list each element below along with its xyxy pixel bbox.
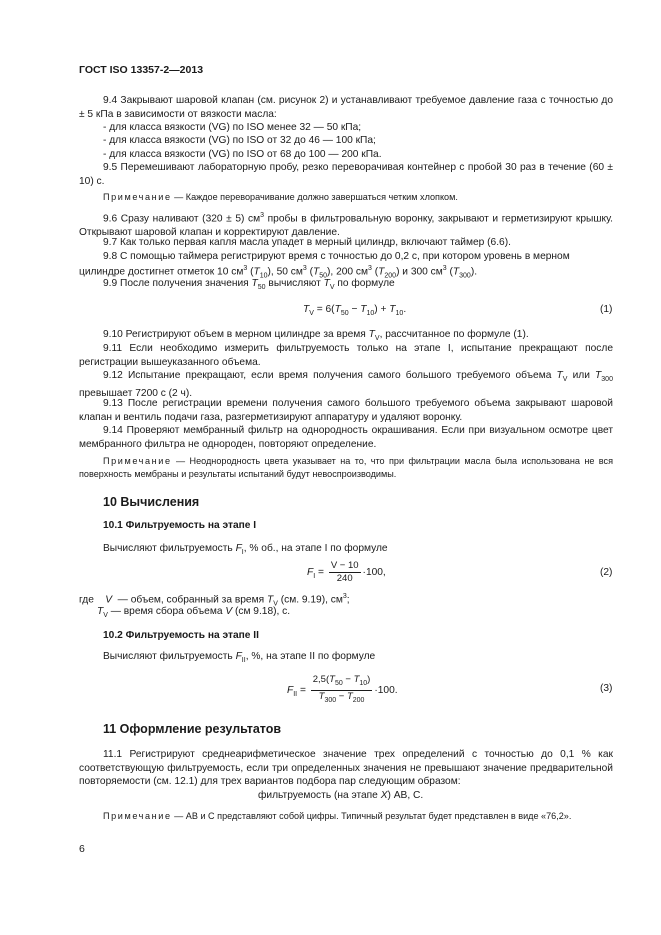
note-3 [79,810,613,823]
note-label: Примечание [103,456,172,466]
paragraph-9-14: 9.14 Проверяют мембранный фильтр на однородность окрашивания. Если при визуальном осмотре цвет мембранного фильтра не однороден, повторяют определение. [79,425,613,450]
note-label: Примечание [103,811,172,821]
paragraph-10-2: Вычисляют фильтруемость $F_{II}$, %, на этапе II по формуле [103,651,376,665]
paragraph-9-6: 9.6 Сразу наливают (320 ± 5) $см^3$ пробы в фильтровальную воронку, закрывают и герметизируют крышку. Открывают шаровой клапан и корректируют давление. [79,212,613,238]
result-format: фильтруемость (на этапе X) АВ, С. [258,790,424,801]
section-10-title: 10 Вычисления [103,495,200,509]
note-label: Примечание [103,192,172,202]
section-10-2-title: 10.2 Фильтруемость на этапе II [103,630,259,641]
paragraph-9-11: 9.11 Если необходимо измерить фильтруемость только на этапе I, испытание прекращают после регистрации вышеуказанного объема. [79,343,613,368]
paragraph-9-9: 9.9 После получения значения $T_{50}$ вычисляют $T_V$ по формуле [103,278,395,292]
where-tv: $T_V$ — время сбора объема V (см 9.18), с. [97,606,291,620]
paragraph-11-1: 11.1 Регистрируют среднеарифметическое значение трех определений с точностью до 0,1 % как соответствующую фильтруемость, если три определенных значения не превышают значение предварительной повторяемости (см. 12.1) для трех вариантов подбора пар следующим образом: [79,749,613,788]
note-text: — Неоднородность цвета указывает на то, что при фильтрации масла была использована не вся поверхность мембраны и результаты испытаний будут невоспроизводимы. [79,456,613,479]
note-1 [79,191,613,204]
list-item: - для класса вязкости (VG) по ISO менее 32 — 50 кПа; [103,122,362,133]
section-11-title: 11 Оформление результатов [103,722,282,736]
paragraph-10-1: Вычисляют фильтруемость $F_I$, % об., на этапе I по формуле [103,543,388,557]
equation-2: $F_I$ = $\frac{V - 10}{240}$ ·100, [307,560,386,584]
where-v: где V — объем, собранный за время $T_V$ (см. 9.19), $см^3$; [79,593,350,608]
equation-1: $T_V = 6(T_{50} - T_{10}) + T_{10}$. [303,304,407,318]
paragraph-9-5: 9.5 Перемешивают лабораторную пробу, резко переворачивая контейнер с пробой 30 раз в течение (60 ± 10) с. [79,162,613,187]
note-text: — АВ и С представляют собой цифры. Типичный результат будет представлен в виде «76,2». [171,811,572,821]
paragraph-9-8-line1: 9.8 С помощью таймера регистрируют время с точностью до 0,2 с, при котором уровень в мерном [103,251,570,262]
list-item: - для класса вязкости (VG) по ISO от 68 до 100 — 200 кПа. [103,149,382,160]
note-2 [79,455,613,481]
section-10-1-title: 10.1 Фильтруемость на этапе I [103,520,257,531]
paragraph-9-7: 9.7 Как только первая капля масла упадет в мерный цилиндр, включают таймер (6.6). [103,237,511,248]
paragraph-9-10: 9.10 Регистрируют объем в мерном цилиндре за время $T_V$, рассчитанное по формуле (1). [103,329,529,343]
page-number: 6 [79,843,85,855]
equation-number: (2) [600,567,613,578]
equation-number: (3) [600,683,613,694]
list-item: - для класса вязкости (VG) по ISO от 32 до 46 — 100 кПа; [103,135,376,146]
document-header: ГОСТ ISO 13357-2—2013 [79,64,204,76]
paragraph-9-8-line2: цилиндре достигнет отметок 10 $см^3$ $(T_{10})$, 50 $см^3$ $(T_{50})$, 200 $см^3$ $(T_{200})$ и 300 $см^3$ $(T_{300})$. [79,265,478,280]
paragraph-9-4: 9.4 Закрывают шаровой клапан (см. рисунок 2) и устанавливают требуемое давление газа с точностью до ± 5 кПа в зависимости от вязкости масла: [79,95,613,120]
paragraph-9-13: 9.13 После регистрации времени получения самого большого требуемого объема закрывают шаровой клапан и вентиль подачи газа, разгерметизируют аппаратуру и удаляют воронку. [79,398,613,423]
equation-number: (1) [600,304,613,315]
paragraph-9-12: 9.12 Испытание прекращают, если время получения самого большого требуемого объема $T_V$ или $T_{300}$ превышает 7200 с (2 ч). [79,370,613,399]
equation-3: $F_{II}$ = $\frac{2,5(T_{50} - T_{10})}{T_{300} - T_{200}}$ ·100. [287,674,398,704]
note-text: — Каждое переворачивание должно завершаться четким хлопком. [171,192,458,202]
